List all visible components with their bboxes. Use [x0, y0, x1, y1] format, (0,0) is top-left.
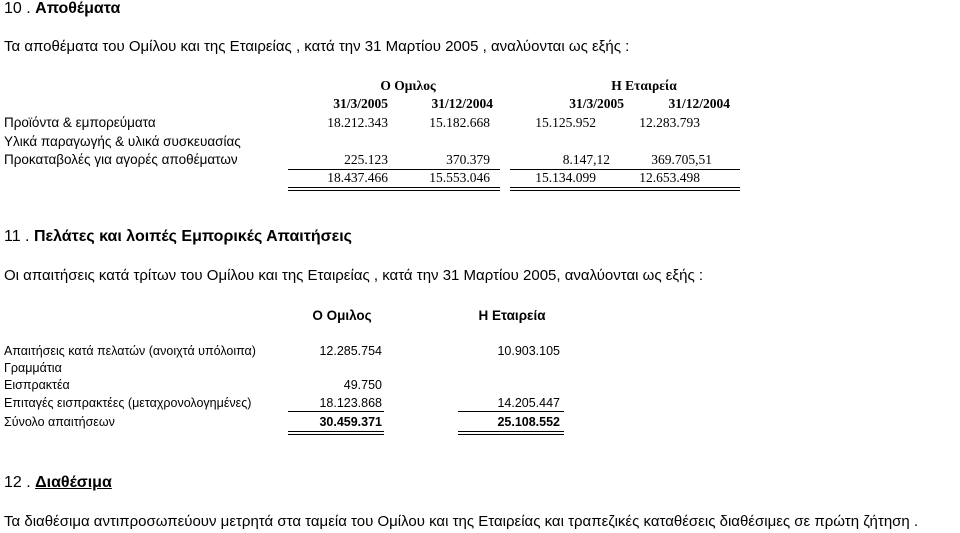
inventory-col-header: 31/12/2004	[431, 96, 493, 111]
section-10-number: 10 .	[4, 0, 31, 17]
inventory-row-label: Υλικά παραγωγής & υλικά συσκευασίας	[4, 134, 241, 149]
receivables-total-label: Σύνολο απαιτήσεων	[4, 415, 115, 429]
inventory-total-rule	[288, 187, 500, 188]
receivables-row-label: Γραμμάτια	[4, 361, 62, 375]
inventory-cell: 8.147,12	[562, 152, 610, 167]
receivables-group-header: Ο Ομιλος	[312, 308, 372, 323]
section-11-number: 11 .	[4, 228, 30, 245]
receivables-company-header: Η Εταιρεία	[478, 308, 546, 323]
receivables-row-label: Απαιτήσεις κατά πελατών (ανοιχτά υπόλοιπα)	[4, 344, 256, 358]
inventory-col-header: 31/3/2005	[333, 96, 388, 111]
receivables-total-rule	[458, 434, 564, 435]
inventory-total-rule	[510, 187, 740, 188]
section-11-heading	[4, 228, 352, 246]
receivables-subtotal-rule	[458, 411, 564, 412]
inventory-cell: 225.123	[344, 152, 388, 167]
inventory-total-rule	[288, 190, 500, 191]
inventory-group-header: Ο Ομιλος	[380, 78, 436, 93]
section-10-heading	[4, 0, 120, 18]
receivables-total: 25.108.552	[497, 415, 560, 429]
section-11-title: Πελάτες και λοιπές Εμπορικές Απαιτήσεις	[33, 228, 352, 245]
inventory-total: 12.653.498	[639, 170, 700, 185]
receivables-cell: 49.750	[343, 378, 382, 392]
receivables-cell: 14.205.447	[497, 396, 560, 410]
receivables-subtotal-rule	[288, 411, 384, 412]
receivables-total-rule	[288, 434, 384, 435]
section-12-title: Διαθέσιμα	[35, 474, 112, 491]
inventory-row-label: Προκαταβολές για αγορές αποθέματων	[4, 152, 238, 167]
receivables-row-label: Επιταγές εισπρακτέες (μεταχρονολογημένες)	[4, 396, 252, 410]
inventory-total-rule	[510, 190, 740, 191]
inventory-cell: 370.379	[446, 152, 490, 167]
section-10-title: Αποθέματα	[35, 0, 121, 17]
inventory-cell: 15.125.952	[535, 115, 596, 130]
inventory-row-label: Προϊόντα & εμπορεύματα	[4, 115, 156, 130]
receivables-cell: 18.123.868	[319, 396, 382, 410]
receivables-row-label: Εισπρακτέα	[4, 378, 70, 392]
inventory-cell: 369.705,51	[651, 152, 712, 167]
receivables-total: 30.459.371	[319, 415, 382, 429]
inventory-cell: 15.182.668	[429, 115, 490, 130]
inventory-total: 18.437.466	[327, 170, 388, 185]
receivables-cell: 12.285.754	[319, 344, 382, 358]
section-12-heading	[4, 474, 112, 492]
receivables-total-rule	[288, 431, 384, 432]
section-12-text: Τα διαθέσιμα αντιπροσωπεύουν μετρητά στα ταμεία του Ομίλου και της Εταιρείας και τραπεζικές καταθέσεις διαθέσιμες σε πρώτη ζήτηση .	[4, 513, 919, 530]
inventory-cell: 12.283.793	[639, 115, 700, 130]
receivables-total-rule	[458, 431, 564, 432]
section-11-intro: Οι απαιτήσεις κατά τρίτων του Ομίλου και της Εταιρείας , κατά την 31 Μαρτίου 2005, αναλύονται ως εξής :	[4, 267, 704, 284]
inventory-col-header: 31/3/2005	[569, 96, 624, 111]
inventory-cell: 18.212.343	[327, 115, 388, 130]
inventory-total: 15.553.046	[429, 170, 490, 185]
inventory-col-header: 31/12/2004	[668, 96, 730, 111]
inventory-total: 15.134.099	[535, 170, 596, 185]
section-10-intro: Τα αποθέματα του Ομίλου και της Εταιρείας , κατά την 31 Μαρτίου 2005 , αναλύονται ως εξής :	[4, 38, 630, 55]
inventory-company-header: Η Εταιρεία	[611, 78, 677, 93]
section-12-number: 12 .	[4, 474, 31, 491]
receivables-cell: 10.903.105	[497, 344, 560, 358]
